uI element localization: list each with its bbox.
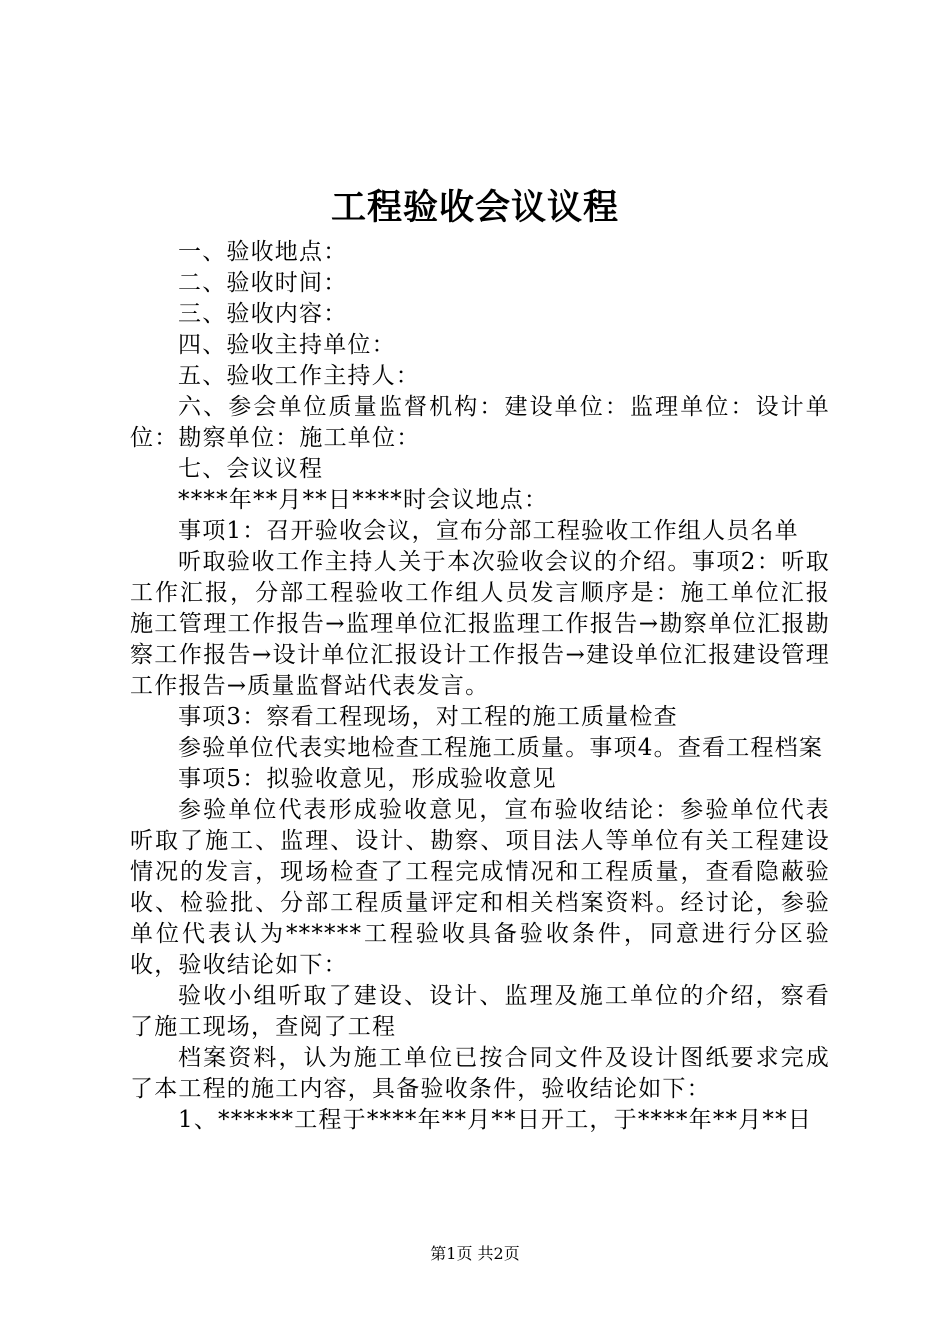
paragraph-location: 一、验收地点： xyxy=(178,239,348,265)
paragraph-meeting-time: ****年**月**日****时会议地点： xyxy=(178,487,549,513)
paragraph-item-4: 参验单位代表实地检查工程施工质量。事项4。查看工程档案 xyxy=(178,735,824,761)
paragraph-content: 三、验收内容： xyxy=(178,301,348,327)
paragraph-archive-review: 档案资料，认为施工单位已按合同文件及设计图纸要求完成了本工程的施工内容，具备验收条件，验收结论如下： xyxy=(130,1045,830,1102)
paragraph-item-3: 事项3：察看工程现场，对工程的施工质量检查 xyxy=(178,704,678,730)
page-footer: 第1页 共2页 xyxy=(430,1244,520,1263)
paragraph-host-unit: 四、验收主持单位： xyxy=(178,332,396,358)
paragraph-time: 二、验收时间： xyxy=(178,270,348,296)
paragraph-host-person: 五、验收工作主持人： xyxy=(178,363,420,389)
paragraph-participants: 六、参会单位质量监督机构：建设单位：监理单位：设计单位：勘察单位：施工单位： xyxy=(130,394,830,451)
document-body xyxy=(130,237,830,1136)
paragraph-agenda-heading: 七、会议议程 xyxy=(178,456,324,482)
paragraph-group-review: 验收小组听取了建设、设计、监理及施工单位的介绍，察看了施工现场，查阅了工程 xyxy=(130,983,830,1040)
paragraph-item-5: 事项5：拟验收意见，形成验收意见 xyxy=(178,766,557,792)
paragraph-conclusion-1: 1、******工程于****年**月**日开工，于****年**月**日 xyxy=(178,1107,813,1133)
document-title: 工程验收会议议程 xyxy=(330,187,619,228)
paragraph-item-2: 听取验收工作主持人关于本次验收会议的介绍。事项2：听取工作汇报，分部工程验收工作组人员发言顺序是：施工单位汇报施工管理工作报告→监理单位汇报监理工作报告→勘察单位汇报勘察工作报告→设计单位汇报设计工作报告→建设单位汇报建设管理工作报告→质量监督站代表发言。 xyxy=(130,549,830,699)
paragraph-conclusion-intro: 参验单位代表形成验收意见，宣布验收结论：参验单位代表听取了施工、监理、设计、勘察、项目法人等单位有关工程建设情况的发言，现场检查了工程完成情况和工程质量，查看隐蔽验收、检验批、分部工程质量评定和相关档案资料。经讨论，参验单位代表认为******工程验收具备验收条件，同意进行分区验收，验收结论如下： xyxy=(130,797,830,978)
paragraph-item-1: 事项1：召开验收会议，宣布分部工程验收工作组人员名单 xyxy=(178,518,799,544)
